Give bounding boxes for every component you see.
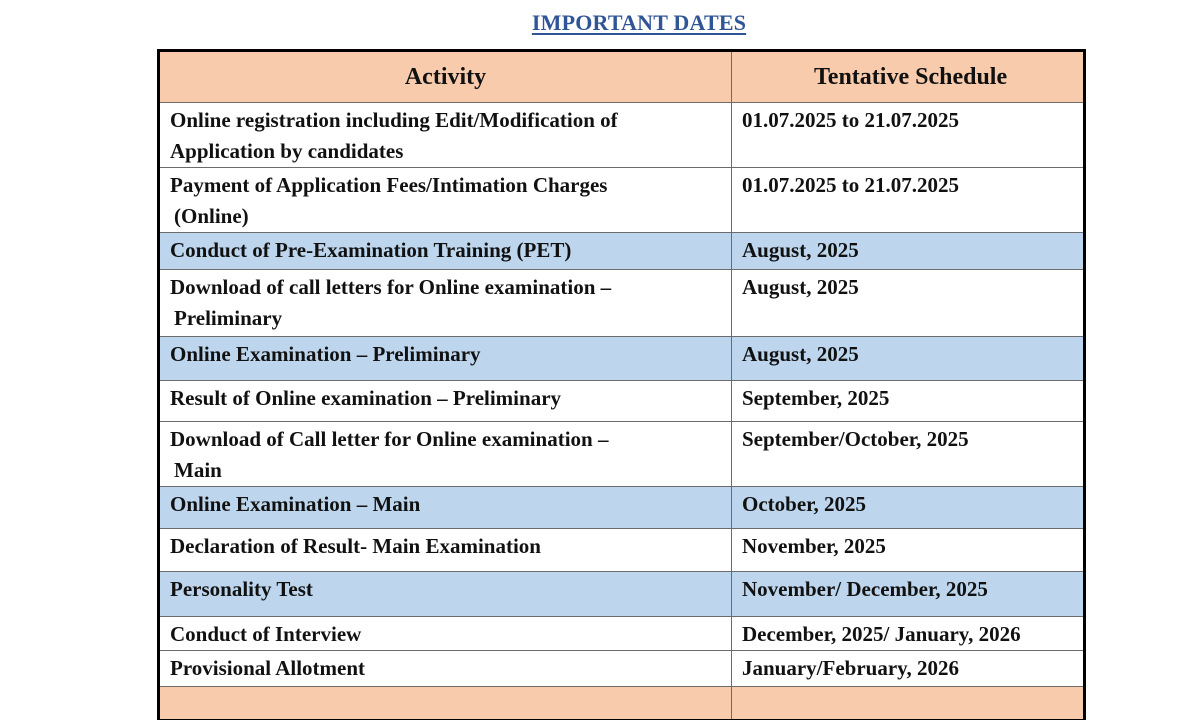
table-row-highlighted [159,487,1085,529]
activity-text: Online registration including Edit/Modification of [170,108,618,132]
activity-cell [159,270,732,337]
schedule-cell: November, 2025 [732,529,1085,572]
activity-cell: Personality Test [159,572,732,617]
important-dates-table [157,49,1086,720]
schedule-cell: 01.07.2025 to 21.07.2025 [732,103,1085,168]
activity-cell: Result of Online examination – Preliminary [159,381,732,422]
schedule-cell: November/ December, 2025 [732,572,1085,617]
schedule-cell: October, 2025 [732,487,1085,529]
activity-text: Download of call letters for Online examination – [170,275,612,299]
activity-text-continued: Main [174,458,222,482]
table-row-highlighted [159,572,1085,617]
activity-cell [159,103,732,168]
activity-cell: Online Examination – Preliminary [159,337,732,381]
page-title: IMPORTANT DATES [531,10,747,35]
schedule-cell: September, 2025 [732,381,1085,422]
activity-cell: Conduct of Pre-Examination Training (PET) [159,233,732,270]
schedule-cell: September/October, 2025 [732,422,1085,487]
activity-text-continued: Preliminary [174,306,283,330]
table-row-highlighted [159,337,1085,381]
activity-cell: Conduct of Interview [159,617,732,651]
table-row [159,651,1085,687]
activity-cell [159,422,732,487]
table-header-row [159,51,1085,103]
activity-text-continued: Application by candidates [170,139,404,163]
table-row [159,422,1085,487]
activity-cell: Declaration of Result- Main Examination [159,529,732,572]
schedule-cell: August, 2025 [732,233,1085,270]
column-header-activity: Activity [159,51,732,103]
table-row [159,529,1085,572]
activity-cell: Online Examination – Main [159,487,732,529]
table-row [159,103,1085,168]
schedule-cell: December, 2025/ January, 2026 [732,617,1085,651]
table-row [159,270,1085,337]
schedule-cell: August, 2025 [732,337,1085,381]
table-row [159,168,1085,233]
schedule-cell: August, 2025 [732,270,1085,337]
table-row-highlighted [159,233,1085,270]
activity-text-continued: (Online) [174,204,249,228]
activity-text: Payment of Application Fees/Intimation Charges [170,173,608,197]
activity-cell: Provisional Allotment [159,651,732,687]
activity-cell [159,168,732,233]
activity-text: Download of Call letter for Online examination – [170,427,609,451]
schedule-cell: January/February, 2026 [732,651,1085,687]
footer-schedule-cell [732,687,1085,720]
table-row [159,617,1085,651]
table-footer-row [159,687,1085,720]
schedule-cell: 01.07.2025 to 21.07.2025 [732,168,1085,233]
column-header-schedule: Tentative Schedule [732,51,1085,103]
footer-activity-cell [159,687,732,720]
table-row [159,381,1085,422]
